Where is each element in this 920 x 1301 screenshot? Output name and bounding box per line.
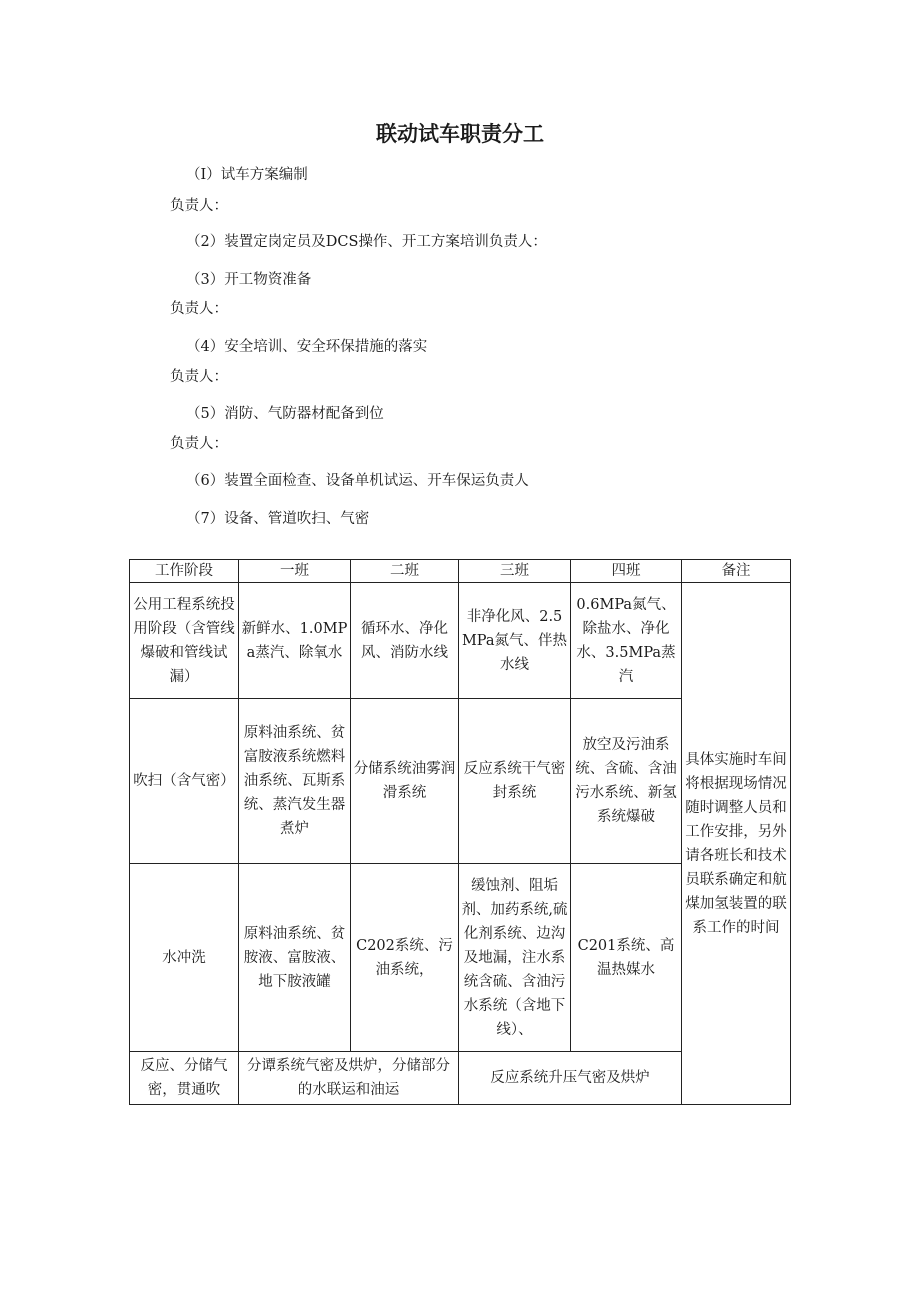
shift-4-cell: C201系统、高温热媒水	[571, 864, 682, 1052]
remark-cell: 具体实施时车间将根据现场情况随时调整人员和工作安排，另外请各班长和技术员联系确定和航煤加氢装置的联系工作的时间	[682, 583, 791, 1105]
shift-3-cell: 反应系统干气密封系统	[459, 699, 571, 864]
shift-1-cell: 新鲜水、1.0MPa蒸汽、除氧水	[239, 583, 351, 699]
stage-cell: 水冲洗	[130, 864, 239, 1052]
header-shift-2: 二班	[351, 560, 459, 583]
document-title: 联动试车职责分工	[376, 122, 544, 146]
item-3-responsible: 负责人：	[170, 301, 228, 317]
shift-3-cell: 缓蚀剂、阻垢剂、加药系统,硫化剂系统、边沟及地漏，注水系统含硫、含油污水系统（含地下线）、	[459, 864, 571, 1052]
item-1: （I）试车方案编制	[186, 167, 308, 183]
shift-2-cell: C202系统、污油系统，	[351, 864, 459, 1052]
shift-3-cell: 非净化风、2.5MPa氮气、伴热水线	[459, 583, 571, 699]
header-shift-4: 四班	[571, 560, 682, 583]
item-4: （4）安全培训、安全环保措施的落实	[186, 339, 428, 355]
stage-cell: 反应、分储气密，贯通吹	[130, 1052, 239, 1105]
stage-cell: 公用工程系统投用阶段（含管线爆破和管线试漏）	[130, 583, 239, 699]
shift-2-cell: 分储系统油雾润滑系统	[351, 699, 459, 864]
item-5-responsible: 负责人：	[170, 436, 228, 452]
header-remark: 备注	[682, 560, 791, 583]
item-5: （5）消防、气防器材配备到位	[186, 406, 384, 422]
item-7: （7）设备、管道吹扫、气密	[186, 511, 370, 527]
table-header-row	[130, 560, 791, 583]
stage-cell: 吹扫（含气密）	[130, 699, 239, 864]
item-1-responsible: 负责人：	[170, 198, 228, 214]
header-shift-1: 一班	[239, 560, 351, 583]
shift-3-4-cell: 反应系统升压气密及烘炉	[459, 1052, 682, 1105]
header-shift-3: 三班	[459, 560, 571, 583]
shift-2-cell: 循环水、净化风、消防水线	[351, 583, 459, 699]
item-6: （6）装置全面检查、设备单机试运、开车保运负责人	[186, 473, 529, 489]
header-stage: 工作阶段	[130, 560, 239, 583]
shift-4-cell: 放空及污油系统、含硫、含油污水系统、新氢系统爆破	[571, 699, 682, 864]
duty-table	[129, 559, 791, 1105]
item-2: （2）装置定岗定员及DCS操作、开工方案培训负责人：	[186, 234, 547, 250]
item-4-responsible: 负责人：	[170, 369, 228, 385]
item-3: （3）开工物资准备	[186, 272, 312, 288]
table-row	[130, 583, 791, 699]
shift-1-2-cell: 分谭系统气密及烘炉，分储部分的水联运和油运	[239, 1052, 459, 1105]
shift-4-cell: 0.6MPa氮气、除盐水、净化水、3.5MPa蒸汽	[571, 583, 682, 699]
shift-1-cell: 原料油系统、贫富胺液系统燃料油系统、瓦斯系统、蒸汽发生器煮炉	[239, 699, 351, 864]
shift-1-cell: 原料油系统、贫胺液、富胺液、地下胺液罐	[239, 864, 351, 1052]
